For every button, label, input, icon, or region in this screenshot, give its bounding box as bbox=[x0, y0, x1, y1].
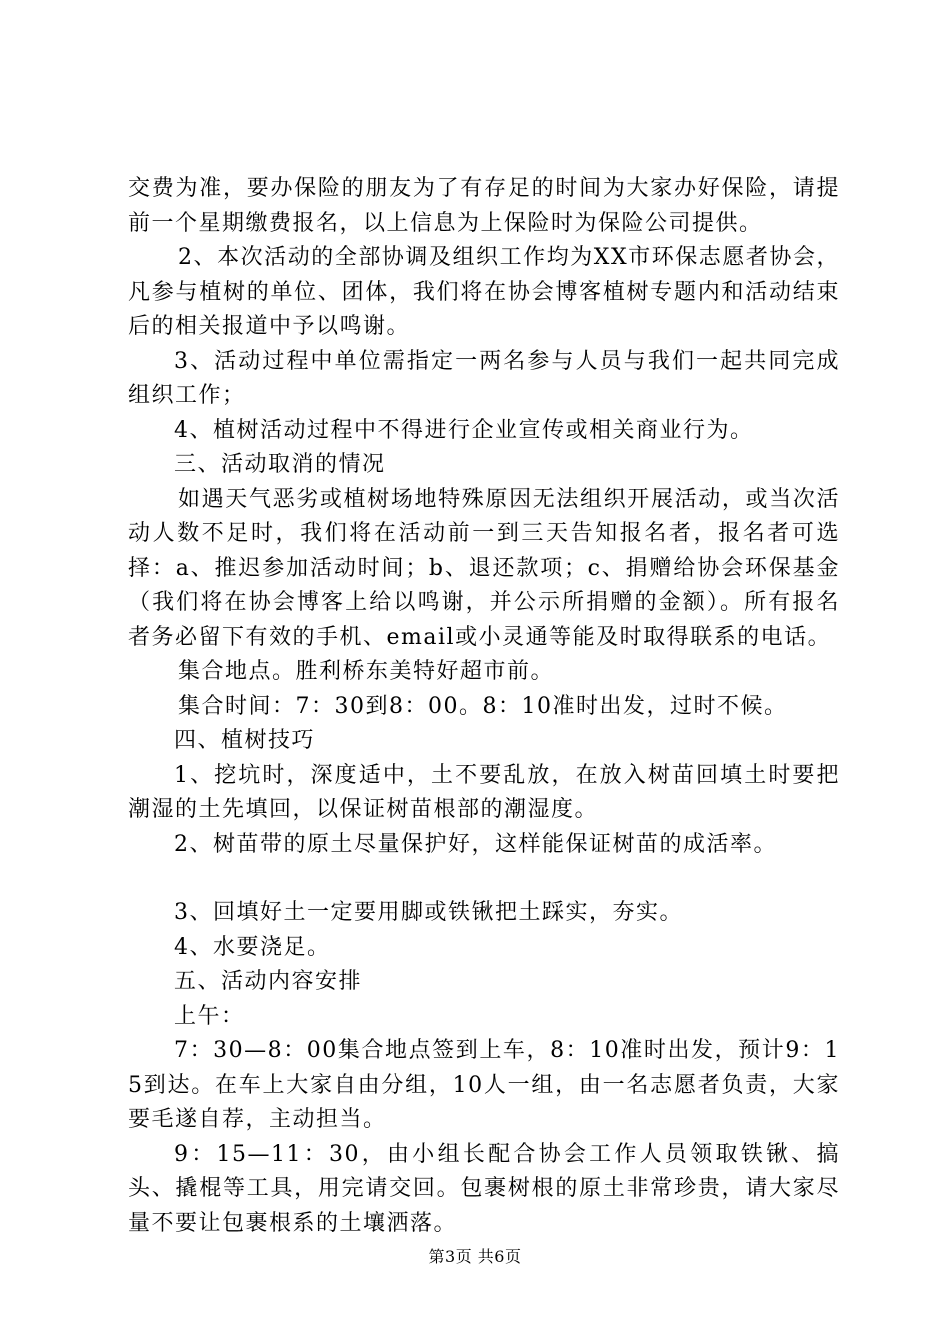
section-heading-schedule: 五、活动内容安排 bbox=[174, 969, 363, 994]
section-heading-planting-tips: 四、植树技巧 bbox=[174, 728, 316, 753]
document-body bbox=[128, 172, 840, 1241]
paragraph-insurance-note: 交费为准，要办保险的朋友为了有存足的时间为大家办好保险，请提前一个星期缴费报名，以上信息为上保险时为保险公司提供。 bbox=[128, 176, 840, 236]
paragraph-item-2-coordination: 2、本次活动的全部协调及组织工作均为XX市环保志愿者协会，凡参与植树的单位、团体，我们将在协会博客植树专题内和活动结束后的相关报道中予以鸣谢。 bbox=[128, 245, 840, 339]
paragraph-schedule-0915: 9：15—11：30，由小组长配合协会工作人员领取铁锹、搞头、撬棍等工具，用完请交回。包裹树根的原土非常珍贵，请大家尽量不要让包裹根系的土壤洒落。 bbox=[128, 1141, 840, 1236]
paragraph-tip-2: 2、树苗带的原土尽量保护好，这样能保证树苗的成活率。 bbox=[174, 831, 777, 857]
paragraph-item-4-no-advertising: 4、植树活动过程中不得进行企业宣传或相关商业行为。 bbox=[174, 417, 754, 443]
paragraph-meeting-time: 集合时间：7：30到8：00。8：10准时出发，过时不候。 bbox=[178, 693, 788, 719]
page-number-footer: 第3页 共6页 bbox=[428, 1247, 522, 1266]
paragraph-meeting-place: 集合地点。胜利桥东美特好超市前。 bbox=[178, 659, 555, 684]
section-heading-cancellation: 三、活动取消的情况 bbox=[174, 452, 386, 477]
paragraph-cancellation-details: 如遇天气恶劣或植树场地特殊原因无法组织开展活动，或当次活动人数不足时，我们将在活动前一到三天告知报名者，报名者可选择：a、推迟参加活动时间；b、退还款项；c、捐赠给协会环保基金（我们将在协会博客上给以鸣谢，并公示所捐赠的金额）。所有报名者务必留下有效的手机、email或小灵通等能及时取得联系的电话。 bbox=[128, 486, 840, 650]
paragraph-tip-1: 1、挖坑时，深度适中，土不要乱放，在放入树苗回填土时要把潮湿的土先填回，以保证树苗根部的潮湿度。 bbox=[128, 762, 840, 822]
paragraph-schedule-0730: 7：30—8：00集合地点签到上车，8：10准时出发，预计9：15到达。在车上大家自由分组，10人一组，由一名志愿者负责，大家要毛遂自荐，主动担当。 bbox=[128, 1038, 840, 1132]
paragraph-tip-3: 3、回填好土一定要用脚或铁锹把土踩实，夯实。 bbox=[174, 900, 683, 925]
paragraph-morning-label: 上午： bbox=[174, 1003, 245, 1029]
paragraph-item-3-organization: 3、活动过程中单位需指定一两名参与人员与我们一起共同完成组织工作； bbox=[128, 348, 840, 408]
paragraph-tip-4: 4、水要浇足。 bbox=[174, 934, 331, 960]
